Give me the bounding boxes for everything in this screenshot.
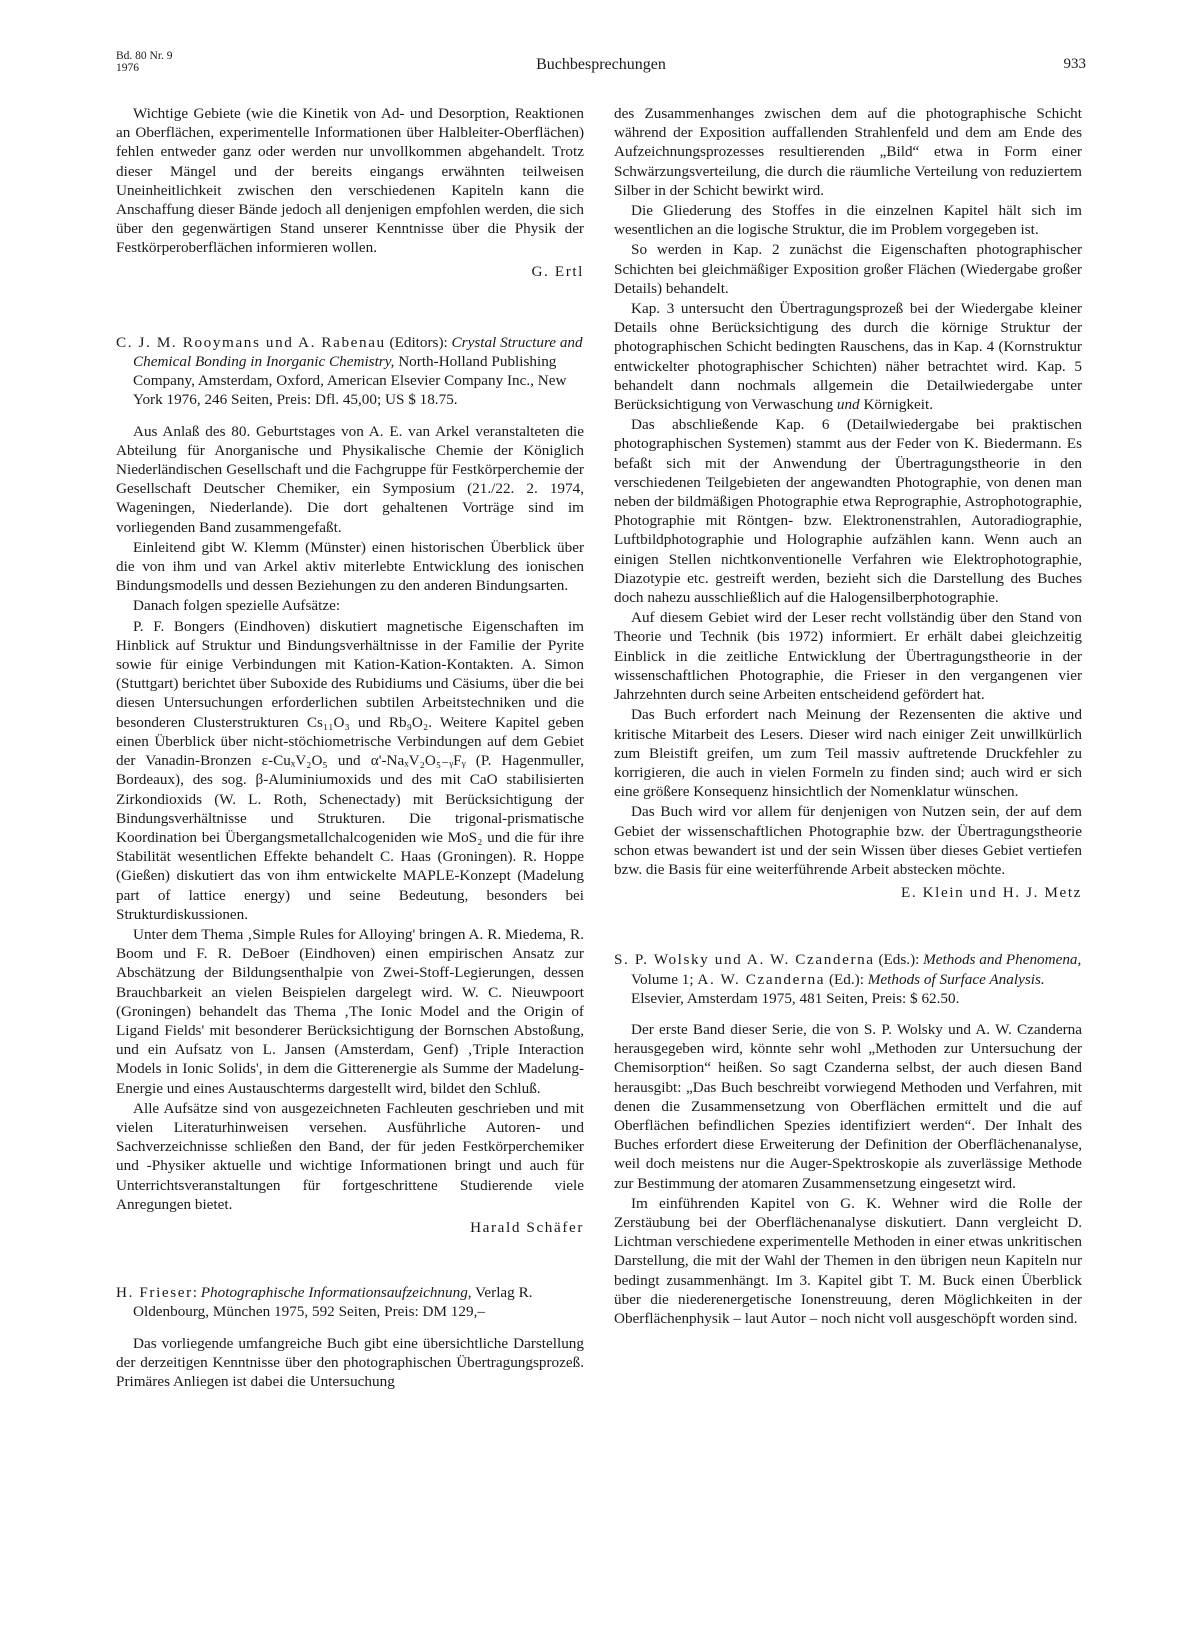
review-paragraph: Einleitend gibt W. Klemm (Münster) einen historischen Überblick über die von ihm und van Arkel aktiv miterlebte Entwicklung des ionischen Bindungsmodells und dessen Beziehungen zu den anderen Bindungsarten. bbox=[116, 538, 584, 595]
ref-authors: H. Frieser bbox=[116, 1284, 193, 1302]
signature-text: E. Klein und H. J. Metz bbox=[900, 884, 1082, 902]
ref-publisher: Verlag R. Oldenbourg, München 1975, 592 Seiten, Preis: DM 129,– bbox=[133, 1284, 533, 1321]
ref-title2: Methods of Surface Analysis. bbox=[867, 970, 1045, 988]
ref-editors: (Editors): bbox=[385, 333, 452, 351]
review-paragraph: Unter dem Thema ‚Simple Rules for Alloying' bringen A. R. Miedema, R. Boom und F. R. DeBoer (Eindhoven) einen empirischen Ansatz zur Abschätzung der Bildungsenthalpie von Zwei-Stoff-Legierungen, dessen Brauchbarkeit an vielen Beispielen dargelegt wird. W. C. Nieuwpoort (Groningen) behandelt das Thema ‚The Ionic Model and the Origin of Ligand Fields' mit besonderer Berücksichtigung der Bornschen Abstoßung, und ein Aufsatz von L. Jansen (Amsterdam, Genf) ‚Triple Interaction Models in Ionic Solids', in dem die Gitterenergie als Summe der Madelung-Energie und eines Austauschterms dargestellt wird, bildet den Schluß. bbox=[116, 925, 584, 1097]
book-reference-rooymans bbox=[116, 333, 584, 410]
reviewer-signature-schaefer bbox=[116, 1218, 584, 1237]
page-number: 933 bbox=[1063, 56, 1086, 72]
review-paragraph: Das vorliegende umfangreiche Buch gibt eine übersichtliche Darstellung der derzeitigen Kenntnisse über den photographischen Übertragungsprozeß. Primäres Anliegen ist dabei die Untersuchung bbox=[116, 1334, 584, 1390]
ref-colon: : bbox=[192, 1284, 201, 1302]
ref-eds: (Eds.): bbox=[874, 951, 924, 969]
running-title: Buchbesprechungen bbox=[536, 56, 666, 73]
ref-authors: C. J. M. Rooymans und A. Rabenau bbox=[116, 333, 386, 351]
review-paragraph: Auf diesem Gebiet wird der Leser recht vollständig über den Stand von Theorie und Technik (bis 1972) informiert. Er erhält dabei gleichzeitig Einblick in die zeitliche Entwicklung der Übertragungstheorie in der wissenschaftlichen Photographie, die Frieser in den vergangenen vier Jahrzehnten durch seine Arbeiten entscheidend gefördert hat. bbox=[614, 609, 1082, 704]
ref-title: Photographische Informationsaufzeichnung, bbox=[200, 1284, 472, 1302]
paragraph-tail: Körnigkeit. bbox=[859, 396, 934, 414]
right-column bbox=[614, 104, 1082, 1328]
review-paragraph: Das abschließende Kap. 6 (Detailwiedergabe bei praktischen photographischen Systemen) stammt aus der Feder von K. Biedermann. Es befaßt sich mit der Anwendung der Übertragungstheorie in den verschiedenen Teilgebieten der angewandten Photographie, von denen man neben der bildmäßigen Photographie etwa Reprographie, Astrophotographie, Photographie mit Röntgen- bzw. Elektronenstrahlen, Autoradiographie, Luftbildphotographie und Holographie aufzählen kann. Wenn auch an einigen Stellen nichtkonventionelle Verfahren wie Elektrophotographie, Diazotypie etc. gestreift werden, bezieht sich die Darstellung des Buches doch nahezu ausschließlich auf die Halogensilberphotographie. bbox=[614, 416, 1082, 607]
ref-ed2: (Ed.): bbox=[825, 970, 868, 988]
review-paragraph: Aus Anlaß des 80. Geburtstages von A. E. van Arkel veranstalteten die Abteilung für Anorganische und Physikalische Chemie der Königlich Niederländischen Gesellschaft und die Fachgruppe für Festkörperchemie der Gesellschaft Deutscher Chemiker, ein Symposium (21./22. 2. 1974, Wageningen, Niederlande). Die dort gehaltenen Vorträge sind im vorliegenden Band zusammengefaßt. bbox=[116, 422, 584, 536]
ref-volume: Volume 1; bbox=[631, 970, 698, 988]
paragraph-text: Kap. 3 untersucht den Übertragungsprozeß bei der Wiedergabe kleiner Details ohne Berücksichtigung des durch die körnige Struktur der photographischen Schicht bedingten Rauschens, das in Kap. 4 (Kornstruktur entwickelter photographischer Schichten) näher betrachtet wird. Kap. 5 behandelt dann nochmals allgemein die Detailwiedergabe unter Berücksichtigung von Verwaschung bbox=[614, 300, 1082, 414]
ref-publisher: North-Holland Publishing Company, Amsterdam, Oxford, American Elsevier Company Inc., New York 1976, 246 Seiten, Preis: Dfl. 45,00; US $ 18.75. bbox=[133, 353, 567, 409]
ref-title: Crystal Structure and Chemical Bonding in Inorganic Chemistry, bbox=[133, 333, 583, 371]
ref-publisher: Elsevier, Amsterdam 1975, 481 Seiten, Preis: $ 62.50. bbox=[631, 989, 960, 1007]
review-paragraph: P. F. Bongers (Eindhoven) diskutiert magnetische Eigenschaften im Hinblick auf Struktur und Bindungsverhältnisse in der Familie der Pyrite sowie für einige Verbindungen mit Kation-Kation-Kontakten. A. Simon (Stuttgart) berichtet über Suboxide des Rubidiums und Cäsiums, über die bei diesen Untersuchungen erforderlichen subtilen Arbeitstechniken und die besonderen Clusterstrukturen Cs₁₁O₃ und Rb₉O₂. Weitere Kapitel geben einen Überblick über nicht-stöchiometrische Verbindungen auf dem Gebiet der Vanadin-Bronzen ε-CuₓV₂O₅ und α'-NaₓV₂O₅₋ᵧFᵧ (P. Hagenmuller, Bordeaux), des sog. β-Aluminiumoxids und des mit CaO stabilisierten Zirkondioxids (W. L. Roth, Schenectady) mit Berücksichtigung der Bindungsverhältnisse und Strukturen. Die trigonal-prismatische Koordination bei Übergangsmetallchalcogeniden wie MoS₂ und die für ihre Stabilität wesentlichen Effekte behandelt C. Haas (Groningen). R. Hoppe (Gießen) diskutiert das von ihm entwickelte MAPLE-Konzept (Madelung part of lattice energy) und seine Bedeutung, besonders bei Strukturdiskussionen. bbox=[116, 617, 584, 923]
review-paragraph: So werden in Kap. 2 zunächst die Eigenschaften photographischer Schichten bei gleichmäßiger Exposition großer Flächen (Wiedergabe großer Details) behandelt. bbox=[614, 241, 1082, 297]
volume-year: 1976 bbox=[116, 62, 139, 74]
reviewer-signature-ertl bbox=[116, 262, 584, 281]
review-paragraph: Im einführenden Kapitel von G. K. Wehner wird die Rolle der Zerstäubung bei der Oberflächenanalyse diskutiert. Dann vergleicht D. Lichtman verschiedene experimentelle Methoden in einer etwas unkritischen Darstellung, die mit der Wahl der Themen in den übrigen neun Kapiteln nur bedingt zusammenhängt. Im 3. Kapitel gibt T. M. Buck einen Überblick über die niederenergetische Ionenstreuung, deren Möglichkeiten in der Oberflächenphysik – laut Autor – noch nicht voll ausgeschöpft worden sind. bbox=[614, 1194, 1082, 1327]
review-paragraph: Das Buch wird vor allem für denjenigen von Nutzen sein, der auf dem Gebiet der wissenschaftlichen Photographie bzw. der Übertragungstheorie schon etwas bewandert ist und der sein Wissen über dieses Gebiet vertiefen bzw. die Basis für eine weiterführende Arbeit abstecken möchte. bbox=[614, 803, 1082, 878]
reviewer-signature-klein-metz bbox=[614, 883, 1082, 902]
ref-authors: S. P. Wolsky und A. W. Czanderna bbox=[614, 951, 875, 969]
ref-title: Methods and Phenomena, bbox=[923, 951, 1082, 969]
review-paragraph: Der erste Band dieser Serie, die von S. P. Wolsky und A. W. Czanderna herausgegeben wird, könnte sehr wohl „Methoden zur Untersuchung der Chemisorption“ heißen. So sagt Czanderna selbst, der auch diesen Band herausgibt: „Das Buch beschreibt vorwiegend Methoden und Verfahren, mit denen die Zusammensetzung von Oberflächen ermittelt und die auf Oberflächen befindlichen Spezies identifiziert werden“. Der Inhalt des Buches erfordert diese Erweiterung der Definition der Oberflächenanalyse, weil doch meistens nur die Auger-Spektroskopie als zuverlässige Methode zur Bestimmung der atomaren Zusammensetzung eingesetzt wird. bbox=[614, 1020, 1082, 1192]
review-paragraph bbox=[614, 299, 1082, 414]
review-paragraph: Alle Aufsätze sind von ausgezeichneten Fachleuten geschrieben und mit vielen Literaturhinweisen versehen. Ausführliche Autoren- und Sachverzeichnisse schließen den Band, der für jeden Festkörperchemiker und -Physiker aktuelle und wichtige Informationen bringt und auch für Unterrichtsveranstaltungen für fortgeschrittene Studierende viele Anregungen bietet. bbox=[116, 1099, 584, 1213]
italic-word: und bbox=[836, 396, 860, 414]
review-paragraph: Danach folgen spezielle Aufsätze: bbox=[133, 597, 341, 615]
review-paragraph: Das Buch erfordert nach Meinung der Rezensenten die aktive und kritische Mitarbeit des Lesers. Dieser wird nach einiger Zeit unwillkürlich zum Bleistift greifen, um zum Teil massiv auftretende Druckfehler zu korrigieren, die auch in vielen Formeln zu finden sind; auch wird er sich eine größere Konsequenz hinsichtlich der Nomenklatur wünschen. bbox=[614, 706, 1082, 801]
signature-text: Harald Schäfer bbox=[470, 1218, 584, 1236]
signature-text: G. Ertl bbox=[531, 262, 584, 280]
review-paragraph: Die Gliederung des Stoffes in die einzelnen Kapitel hält sich im wesentlichen an die logische Struktur, die im Problem vorgegeben ist. bbox=[614, 202, 1082, 239]
page-header bbox=[116, 50, 1086, 90]
left-column bbox=[116, 104, 584, 1391]
ref-author2: A. W. Czanderna bbox=[697, 970, 826, 988]
book-reference-wolsky bbox=[614, 950, 1082, 1008]
review-paragraph-continued: des Zusammenhanges zwischen dem auf die photographische Schicht während der Exposition auffallenden Strahlenfeld und dem am Ende des Aufzeichnungsprozesses resultierenden „Bild“ etwa in Form einer Schwärzungsverteilung, die durch die räumliche Verteilung von reduziertem Silber in der Schicht bewirkt wird. bbox=[614, 105, 1082, 199]
volume-issue: Bd. 80 Nr. 9 bbox=[116, 50, 173, 62]
ertl-review-ending: Wichtige Gebiete (wie die Kinetik von Ad- und Desorption, Reaktionen an Oberflächen, experimentelle Informationen über Halbleiter-Oberflächen) fehlen entweder ganz oder werden nur unvollkommen abgehandelt. Trotz dieser Mängel und der bereits eingangs erwähnten teilweisen Uneinheitlichkeit zwischen den verschiedenen Kapiteln kann die Anschaffung dieser Bände jedoch all denjenigen empfohlen werden, die sich über den gegenwärtigen Stand unserer Kenntnisse über die Physik der Festkörperoberflächen informieren wollen. bbox=[116, 105, 584, 257]
book-reference-frieser bbox=[116, 1283, 584, 1321]
